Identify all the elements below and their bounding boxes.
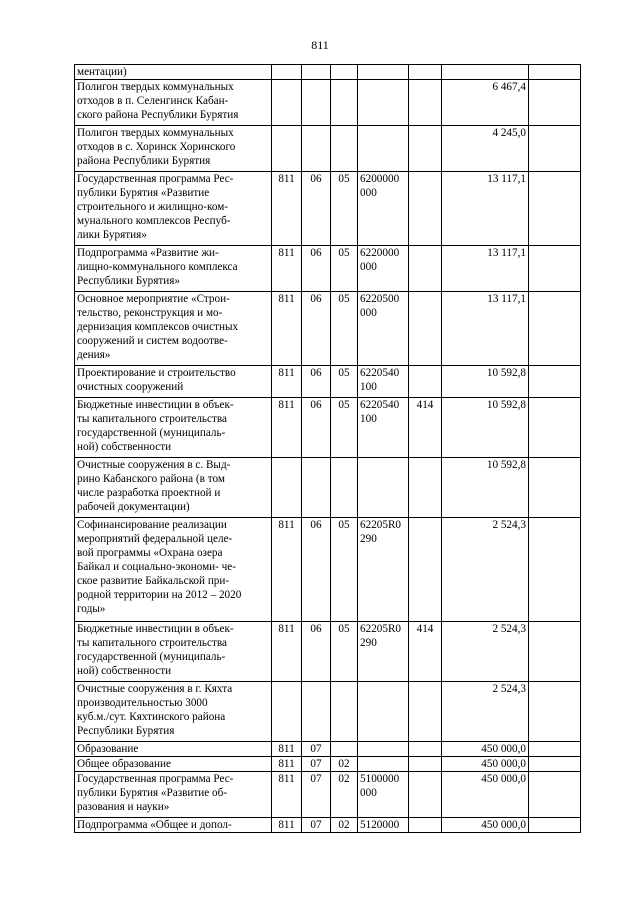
- amount-cell: 10 592,8: [442, 366, 529, 398]
- extra-cell: [529, 742, 581, 757]
- section-code-cell: 06: [302, 398, 331, 458]
- item-name-cell: Государственная программа Рес- публики Бурятия «Развитие об- разования и науки»: [75, 772, 272, 818]
- subsection-code-cell: 05: [331, 246, 358, 292]
- ministry-code-cell: 811: [272, 366, 302, 398]
- table-row: [75, 818, 581, 833]
- target-article-cell: 6220500 000: [358, 292, 409, 366]
- extra-cell: [529, 622, 581, 682]
- extra-cell: [529, 398, 581, 458]
- section-code-cell: [302, 682, 331, 742]
- subsection-code-cell: 05: [331, 292, 358, 366]
- subsection-code-cell: [331, 458, 358, 518]
- section-code-cell: 07: [302, 742, 331, 757]
- item-name-cell: Бюджетные инвестиции в объек- ты капитального строительства государственной (муниципаль- ной) собственности: [75, 622, 272, 682]
- extra-cell: [529, 126, 581, 172]
- section-code-cell: [302, 65, 331, 80]
- item-name-cell: Основное мероприятие «Строи- тельство, реконструкция и мо- дернизация комплексов очистных сооружений и систем водоотве- дения»: [75, 292, 272, 366]
- amount-cell: 13 117,1: [442, 292, 529, 366]
- expense-type-cell: [409, 742, 442, 757]
- expense-type-cell: [409, 682, 442, 742]
- extra-cell: [529, 366, 581, 398]
- amount-cell: [442, 65, 529, 80]
- subsection-code-cell: [331, 682, 358, 742]
- ministry-code-cell: [272, 682, 302, 742]
- section-code-cell: 06: [302, 622, 331, 682]
- section-code-cell: 06: [302, 366, 331, 398]
- table-row: [75, 65, 581, 80]
- expense-type-cell: [409, 366, 442, 398]
- table-row: [75, 518, 581, 622]
- target-article-cell: [358, 65, 409, 80]
- target-article-cell: [358, 80, 409, 126]
- section-code-cell: 06: [302, 292, 331, 366]
- ministry-code-cell: 811: [272, 398, 302, 458]
- amount-cell: 450 000,0: [442, 772, 529, 818]
- extra-cell: [529, 246, 581, 292]
- ministry-code-cell: [272, 126, 302, 172]
- expense-type-cell: [409, 172, 442, 246]
- table-row: [75, 172, 581, 246]
- ministry-code-cell: 811: [272, 742, 302, 757]
- target-article-cell: 5100000 000: [358, 772, 409, 818]
- target-article-cell: 6220540 100: [358, 398, 409, 458]
- table-row: [75, 292, 581, 366]
- item-name-cell: Полигон твердых коммунальных отходов в п. Селенгинск Кабан- ского района Республики Бурятия: [75, 80, 272, 126]
- expense-type-cell: [409, 818, 442, 833]
- amount-cell: 6 467,4: [442, 80, 529, 126]
- amount-cell: 450 000,0: [442, 757, 529, 772]
- table-row: [75, 772, 581, 818]
- section-code-cell: [302, 126, 331, 172]
- item-name-cell: Государственная программа Рес- публики Бурятия «Развитие строительного и жилищно-ком- мунального комплексов Респуб- лики Бурятия»: [75, 172, 272, 246]
- expense-type-cell: [409, 772, 442, 818]
- expense-type-cell: [409, 518, 442, 622]
- target-article-cell: 5120000: [358, 818, 409, 833]
- ministry-code-cell: 811: [272, 757, 302, 772]
- amount-cell: 2 524,3: [442, 622, 529, 682]
- ministry-code-cell: 811: [272, 246, 302, 292]
- subsection-code-cell: [331, 126, 358, 172]
- expense-type-cell: [409, 246, 442, 292]
- subsection-code-cell: 05: [331, 172, 358, 246]
- extra-cell: [529, 65, 581, 80]
- subsection-code-cell: [331, 65, 358, 80]
- expense-type-cell: [409, 126, 442, 172]
- amount-cell: 13 117,1: [442, 246, 529, 292]
- section-code-cell: 06: [302, 172, 331, 246]
- ministry-code-cell: 811: [272, 772, 302, 818]
- item-name-cell: Образование: [75, 742, 272, 757]
- item-name-cell: Общее образование: [75, 757, 272, 772]
- target-article-cell: 62205R0 290: [358, 518, 409, 622]
- amount-cell: 450 000,0: [442, 742, 529, 757]
- item-name-cell: ментации): [75, 65, 272, 80]
- target-article-cell: [358, 126, 409, 172]
- ministry-code-cell: [272, 65, 302, 80]
- item-name-cell: Проектирование и строительство очистных сооружений: [75, 366, 272, 398]
- amount-cell: 10 592,8: [442, 398, 529, 458]
- subsection-code-cell: 02: [331, 757, 358, 772]
- subsection-code-cell: 02: [331, 818, 358, 833]
- subsection-code-cell: 05: [331, 366, 358, 398]
- subsection-code-cell: 05: [331, 398, 358, 458]
- subsection-code-cell: 05: [331, 518, 358, 622]
- ministry-code-cell: 811: [272, 818, 302, 833]
- section-code-cell: 06: [302, 518, 331, 622]
- ministry-code-cell: 811: [272, 172, 302, 246]
- extra-cell: [529, 818, 581, 833]
- section-code-cell: 07: [302, 818, 331, 833]
- table-row: [75, 458, 581, 518]
- ministry-code-cell: [272, 80, 302, 126]
- item-name-cell: Подпрограмма «Общее и допол-: [75, 818, 272, 833]
- extra-cell: [529, 682, 581, 742]
- expense-type-cell: [409, 65, 442, 80]
- table-row: [75, 398, 581, 458]
- target-article-cell: [358, 757, 409, 772]
- item-name-cell: Полигон твердых коммунальных отходов в с. Хоринск Хоринского района Республики Бурятия: [75, 126, 272, 172]
- extra-cell: [529, 172, 581, 246]
- subsection-code-cell: [331, 742, 358, 757]
- expense-type-cell: 414: [409, 622, 442, 682]
- extra-cell: [529, 757, 581, 772]
- item-name-cell: Очистные сооружения в с. Выд- рино Кабанского района (в том числе разработка проектной и рабочей документации): [75, 458, 272, 518]
- table-row: [75, 622, 581, 682]
- amount-cell: 450 000,0: [442, 818, 529, 833]
- target-article-cell: 62205R0 290: [358, 622, 409, 682]
- table-row: [75, 126, 581, 172]
- section-code-cell: 07: [302, 772, 331, 818]
- item-name-cell: Софинансирование реализации мероприятий федеральной целе- вой программы «Охрана озера Байкал и социально-экономи- че- ское развитие Байкальской при- родной территории на 2012 – 2020 годы»: [75, 518, 272, 622]
- page-number: 811: [311, 38, 329, 52]
- subsection-code-cell: 02: [331, 772, 358, 818]
- subsection-code-cell: [331, 80, 358, 126]
- extra-cell: [529, 458, 581, 518]
- target-article-cell: [358, 682, 409, 742]
- target-article-cell: 6220000 000: [358, 246, 409, 292]
- target-article-cell: 6220540 100: [358, 366, 409, 398]
- ministry-code-cell: 811: [272, 292, 302, 366]
- table-row: [75, 682, 581, 742]
- section-code-cell: [302, 80, 331, 126]
- table-row: [75, 80, 581, 126]
- budget-table: [74, 64, 581, 833]
- section-code-cell: 07: [302, 757, 331, 772]
- table-row: [75, 366, 581, 398]
- expense-type-cell: [409, 80, 442, 126]
- expense-type-cell: 414: [409, 398, 442, 458]
- expense-type-cell: [409, 292, 442, 366]
- extra-cell: [529, 292, 581, 366]
- expense-type-cell: [409, 757, 442, 772]
- target-article-cell: [358, 742, 409, 757]
- ministry-code-cell: [272, 458, 302, 518]
- table-row: [75, 742, 581, 757]
- section-code-cell: [302, 458, 331, 518]
- amount-cell: 10 592,8: [442, 458, 529, 518]
- ministry-code-cell: 811: [272, 518, 302, 622]
- section-code-cell: 06: [302, 246, 331, 292]
- amount-cell: 2 524,3: [442, 682, 529, 742]
- item-name-cell: Очистные сооружения в г. Кяхта производительностью 3000 куб.м./сут. Кяхтинского района Республики Бурятия: [75, 682, 272, 742]
- table-row: [75, 246, 581, 292]
- extra-cell: [529, 772, 581, 818]
- item-name-cell: Бюджетные инвестиции в объек- ты капитального строительства государственной (муниципаль- ной) собственности: [75, 398, 272, 458]
- amount-cell: 2 524,3: [442, 518, 529, 622]
- target-article-cell: 6200000 000: [358, 172, 409, 246]
- item-name-cell: Подпрограмма «Развитие жи- лищно-коммунального комплекса Республики Бурятия»: [75, 246, 272, 292]
- subsection-code-cell: 05: [331, 622, 358, 682]
- table-row: [75, 757, 581, 772]
- ministry-code-cell: 811: [272, 622, 302, 682]
- amount-cell: 13 117,1: [442, 172, 529, 246]
- extra-cell: [529, 518, 581, 622]
- target-article-cell: [358, 458, 409, 518]
- extra-cell: [529, 80, 581, 126]
- amount-cell: 4 245,0: [442, 126, 529, 172]
- expense-type-cell: [409, 458, 442, 518]
